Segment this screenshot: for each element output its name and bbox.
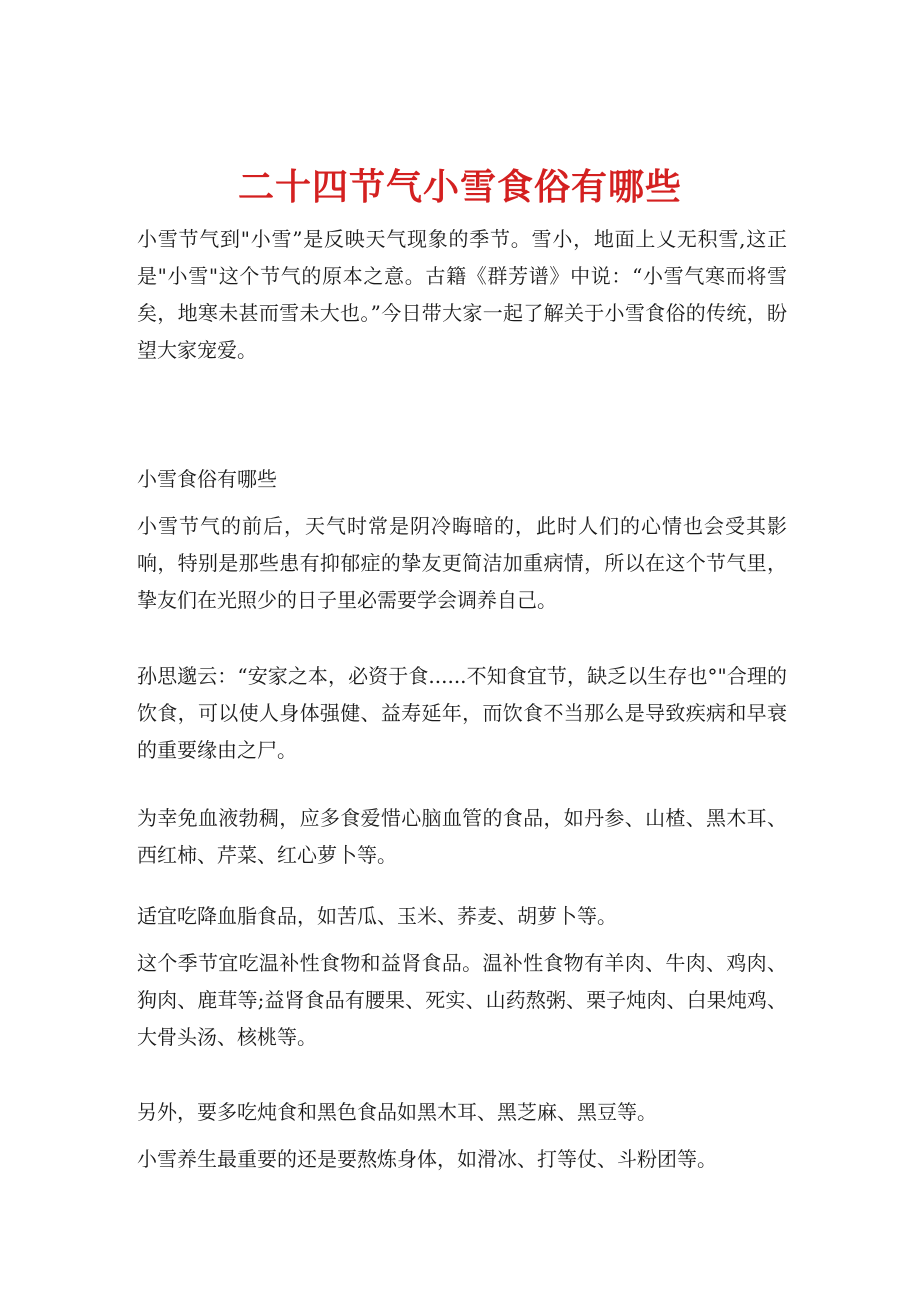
- paragraph-blood-vessels: 为幸免血液勃稠，应多食爱惜心脑血管的食品，如丹参、山楂、黑木耳、西红柿、芹菜、红心萝卜等。: [137, 806, 787, 867]
- paragraph-mood: 小雪节气的前后，天气时常是阴冷晦暗的，此时人们的心情也会受其影响，特别是那些患有抑郁症的挚友更简洁加重病情，所以在这个节气里，挚友们在光照少的日子里必需要学会调养自己。: [137, 514, 787, 612]
- section-heading: 小雪食俗有哪些: [137, 467, 277, 491]
- document-title: 二十四节气小雪食俗有哪些: [237, 167, 682, 209]
- paragraph-black-foods: 另外，要多吃炖食和黑色食品如黑木耳、黑芝麻、黑豆等。: [137, 1100, 657, 1124]
- paragraph-warming-foods: 这个季节宜吃温补性食物和益肾食品。温补性食物有羊肉、牛肉、鸡肉、狗肉、鹿茸等;益肾食品有腰果、死实、山药熬粥、栗子炖肉、白果炖鸡、大骨头汤、核桃等。: [137, 951, 787, 1049]
- intro-paragraph: 小雪节气到"小雪”是反映天气现象的季节。雪小，地面上乂无积雪,这正是"小雪"这个节气的原本之意。古籍《群芳谱》中说：“小雪气寒而将雪矣，地寒未甚而雪未大也。”今日带大家一起了解关于小雪食俗的传统，盼望大家宠爱。: [137, 227, 787, 362]
- paragraph-exercise: 小雪养生最重要的还是要熬炼身体，如滑冰、打等仗、斗粉团等。: [137, 1147, 717, 1171]
- paragraph-lipid-foods: 适宜吃降血脂食品，如苦瓜、玉米、荞麦、胡萝卜等。: [137, 904, 617, 928]
- paragraph-sun-simiao-quote: 孙思邈云：“安家之本，必资于食......不知食宜节，缺乏以生存也°"合理的饮食，可以使人身体强健、益寿延年，而饮食不当那么是导致疾病和早衰的重要缘由之尸。: [137, 664, 787, 762]
